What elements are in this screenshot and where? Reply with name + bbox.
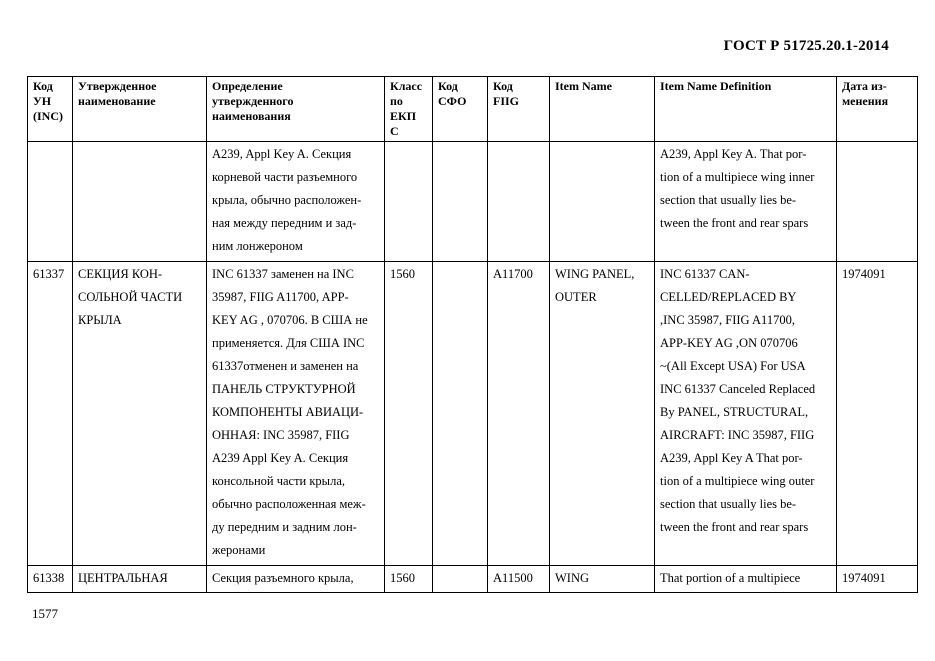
text-line: (INC) <box>33 109 63 123</box>
cell-approved-name <box>73 262 207 566</box>
cell-item-definition <box>655 142 837 262</box>
text-line: С <box>390 124 399 138</box>
text-line: применяется. Для США INC <box>212 336 365 350</box>
text-line: That portion of a multipiece <box>660 571 801 585</box>
text-line: tween the front and rear spars <box>660 520 809 534</box>
text-line: WING PANEL, <box>555 267 635 281</box>
cell-change-date <box>837 142 918 262</box>
cell-item-name <box>550 566 655 593</box>
text-line: section that usually lies be- <box>660 497 797 511</box>
text-line: наименование <box>78 94 156 108</box>
text-line: Item Name Definition <box>660 79 772 93</box>
cell-fiig <box>488 142 550 262</box>
text-line: СОЛЬНОЙ ЧАСТИ <box>78 290 183 304</box>
text-line: менения <box>842 94 889 108</box>
cell-sfo <box>433 142 488 262</box>
text-line: A239, Appl Key A That por- <box>660 451 803 465</box>
cell-sfo <box>433 566 488 593</box>
text-line: ду передним и задним лон- <box>212 520 357 534</box>
text-line: Код <box>493 79 513 93</box>
text-line: CELLED/REPLACED BY <box>660 290 797 304</box>
text-line: Класс <box>390 79 423 93</box>
cell-change-date: 1974091 <box>837 262 918 566</box>
text-line: СФО <box>438 94 467 108</box>
text-line: KEY AG , 070706. В США не <box>212 313 368 327</box>
text-line: 35987, FIIG A11700, APP- <box>212 290 349 304</box>
text-line: утвержденного <box>212 94 294 108</box>
cell-fiig: A11500 <box>488 566 550 593</box>
specification-table <box>27 76 918 593</box>
column-header-fiig <box>488 77 550 142</box>
text-line: ,INC 35987, FIIG A11700, <box>660 313 795 327</box>
text-line: жеронами <box>212 543 266 557</box>
text-line: APP-KEY AG ,ON 070706 <box>660 336 798 350</box>
column-header-inc <box>28 77 73 142</box>
text-line: ПАНЕЛЬ СТРУКТУРНОЙ <box>212 382 356 396</box>
cell-item-name <box>550 262 655 566</box>
column-header-definition <box>207 77 385 142</box>
table-header-row <box>28 77 918 142</box>
text-line: A239 Appl Key A. Секция <box>212 451 349 465</box>
text-line: консольной части крыла, <box>212 474 345 488</box>
cell-class: 1560 <box>385 566 433 593</box>
column-header-approved-name <box>73 77 207 142</box>
text-line: ~(All Except USA) For USA <box>660 359 806 373</box>
cell-change-date: 1974091 <box>837 566 918 593</box>
text-line: Код <box>33 79 53 93</box>
text-line: корневой части разъемного <box>212 170 358 184</box>
table-row <box>28 566 918 593</box>
text-line: By PANEL, STRUCTURAL, <box>660 405 809 419</box>
cell-class: 1560 <box>385 262 433 566</box>
text-line: КОМПОНЕНТЫ АВИАЦИ- <box>212 405 364 419</box>
text-line: ЦЕНТРАЛЬНАЯ <box>78 571 168 585</box>
text-line: Утвержденное <box>78 79 157 93</box>
cell-definition <box>207 566 385 593</box>
text-line: Секция разъемного крыла, <box>212 571 354 585</box>
text-line: Дата из- <box>842 79 887 93</box>
cell-item-definition <box>655 262 837 566</box>
cell-definition <box>207 142 385 262</box>
text-line: tion of a multipiece wing outer <box>660 474 815 488</box>
document-code: ГОСТ Р 51725.20.1-2014 <box>723 38 889 54</box>
column-header-sfo <box>433 77 488 142</box>
text-line: ЕКП <box>390 109 417 123</box>
table-row <box>28 142 918 262</box>
text-line: КРЫЛА <box>78 313 122 327</box>
text-line: наименования <box>212 109 291 123</box>
cell-approved-name <box>73 142 207 262</box>
text-line: section that usually lies be- <box>660 193 797 207</box>
text-line: Определение <box>212 79 283 93</box>
text-line: по <box>390 94 403 108</box>
text-line: обычно расположенная меж- <box>212 497 366 511</box>
text-line: ная между передним и зад- <box>212 216 357 230</box>
column-header-class <box>385 77 433 142</box>
text-line: A239, Appl Key A. Секция <box>212 147 352 161</box>
text-line: tween the front and rear spars <box>660 216 809 230</box>
text-line: крыла, обычно расположен- <box>212 193 362 207</box>
column-header-item-definition <box>655 77 837 142</box>
text-line: tion of a multipiece wing inner <box>660 170 815 184</box>
cell-fiig: A11700 <box>488 262 550 566</box>
cell-definition <box>207 262 385 566</box>
table-row <box>28 262 918 566</box>
text-line: ОННАЯ: INC 35987, FIIG <box>212 428 350 442</box>
text-line: СЕКЦИЯ КОН- <box>78 267 163 281</box>
text-line: Код <box>438 79 458 93</box>
cell-sfo <box>433 262 488 566</box>
text-line: 61337отменен и заменен на <box>212 359 359 373</box>
column-header-change-date <box>837 77 918 142</box>
text-line: Item Name <box>555 79 612 93</box>
page-number: 1577 <box>32 606 58 621</box>
text-line: INC 61337 заменен на INC <box>212 267 354 281</box>
text-line: INC 61337 Canceled Replaced <box>660 382 816 396</box>
cell-item-definition <box>655 566 837 593</box>
text-line: WING <box>555 571 590 585</box>
text-line: A239, Appl Key A. That por- <box>660 147 807 161</box>
cell-inc: 61338 <box>28 566 73 593</box>
cell-inc: 61337 <box>28 262 73 566</box>
cell-inc <box>28 142 73 262</box>
text-line: ним лонжероном <box>212 239 303 253</box>
text-line: AIRCRAFT: INC 35987, FIIG <box>660 428 815 442</box>
text-line: FIIG <box>493 94 520 108</box>
cell-approved-name <box>73 566 207 593</box>
cell-item-name <box>550 142 655 262</box>
text-line: УН <box>33 94 52 108</box>
text-line: INC 61337 CAN- <box>660 267 750 281</box>
text-line: OUTER <box>555 290 597 304</box>
cell-class <box>385 142 433 262</box>
column-header-item-name <box>550 77 655 142</box>
